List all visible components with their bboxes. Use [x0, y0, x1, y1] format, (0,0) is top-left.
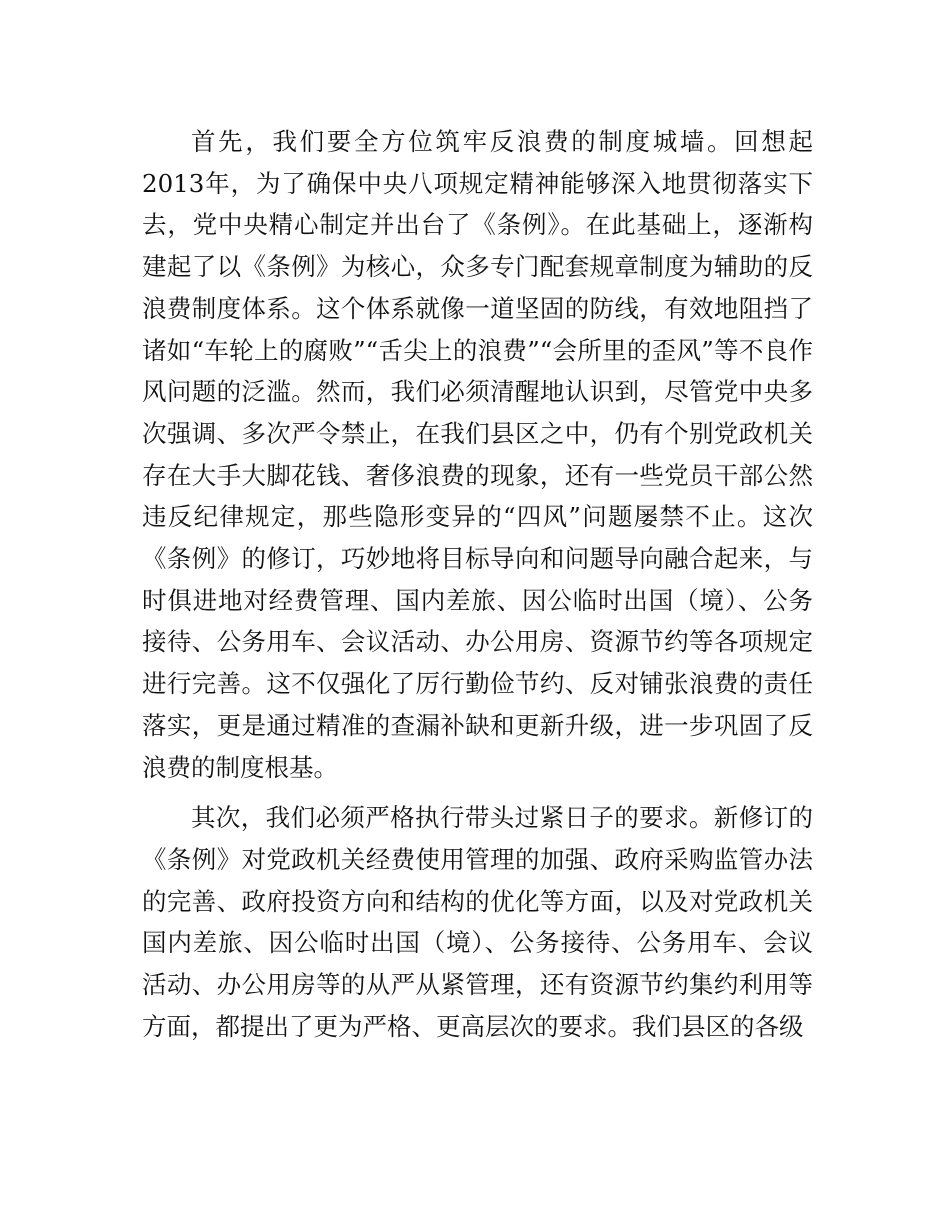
paragraph-2: 其次，我们必须严格执行带头过紧日子的要求。新修订的《条例》对党政机关经费使用管理的加强、政府采购监管办法的完善、政府投资方向和结构的优化等方面，以及对党政机关国内差旅、因公临时出国（境）、公务接待、公务用车、会议活动、办公用房等的从严从紧管理，还有资源节约集约利用等方面，都提出了更为严格、更高层次的要求。我们县区的各级: [142, 803, 813, 1041]
paragraph-1: 首先，我们要全方位筑牢反浪费的制度城墙。回想起2013年，为了确保中央八项规定精神能够深入地贯彻落实下去，党中央精心制定并出台了《条例》。在此基础上，逐渐构建起了以《条例》为核心，众多专门配套规章制度为辅助的反浪费制度体系。这个体系就像一道坚固的防线，有效地阻挡了诸如“车轮上的腐败”“舌尖上的浪费”“会所里的歪风”等不良作风问题的泛滥。然而，我们必须清醒地认识到，尽管党中央多次强调、多次严令禁止，在我们县区之中，仍有个别党政机关存在大手大脚花钱、奢侈浪费的现象，还有一些党员干部公然违反纪律规定，那些隐形变异的“四风”问题屡禁不止。这次《条例》的修订，巧妙地将目标导向和问题导向融合起来，与时俱进地对经费管理、国内差旅、因公临时出国（境）、公务接待、公务用车、会议活动、办公用房、资源节约等各项规定进行完善。这不仅强化了厉行勤俭节约、反对铺张浪费的责任落实，更是通过精准的查漏补缺和更新升级，进一步巩固了反浪费的制度根基。: [142, 127, 813, 782]
document-body: [142, 121, 813, 1047]
